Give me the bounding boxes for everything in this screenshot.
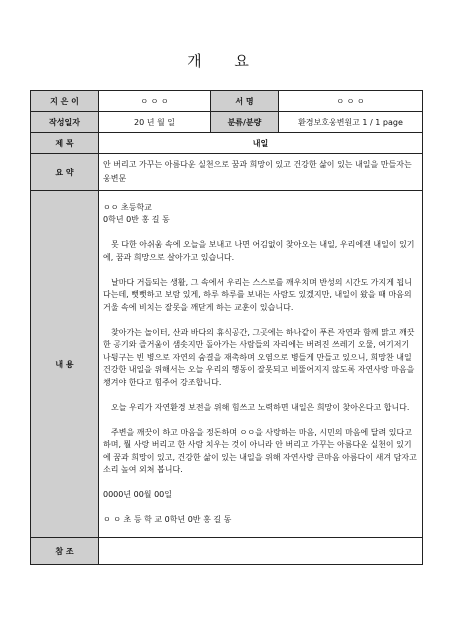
author-row <box>31 91 423 112</box>
reference-value <box>99 538 423 565</box>
subject-row <box>31 133 423 154</box>
page-title: 개 요 <box>187 52 263 70</box>
paragraph-1: 못 다한 아쉬움 속에 오늘을 보내고 나면 어김없이 찾아오는 내일, 우리에겐 내일이 있기에, 꿈과 희망으로 살아가고 있습니다. <box>103 240 415 262</box>
reference-label: 참 조 <box>31 538 99 565</box>
paragraph-4: 오늘 우리가 자연환경 보전을 위해 힘쓰고 노력하면 내일은 희망이 찾아온다고 합니다. <box>111 402 410 412</box>
subject-label: 제 목 <box>31 133 99 154</box>
content-label: 내 용 <box>31 191 99 538</box>
date-value: 20 년 월 일 <box>99 112 211 133</box>
date-line: 0000년 00월 00일 <box>103 490 172 499</box>
category-value: 환경보호웅변원고 1 / 1 page <box>279 112 423 133</box>
student-line: 0학년 0반 홍 길 동 <box>103 215 170 224</box>
paragraph-2: 날마다 거듭되는 생활, 그 속에서 우리는 스스로를 깨우치며 반성의 시간도 가지게 됩니다는데, 뻣뻣하고 보람 있게, 하루 하루를 보내는 사람도 있겠지만, 내일이 왔을 때 마음의 거울 속에 비치는 잘못을 깨닫게 하는 교훈이 있습니다. <box>103 277 412 312</box>
summary-value: 안 버리고 가꾸는 아름다운 실천으로 꿈과 희망이 있고 건강한 삶이 있는 내일을 만들자는 웅변문 <box>99 154 423 191</box>
signoff-line: ㅇ ㅇ 초 등 학 교 0학년 0반 홍 길 동 <box>103 515 232 524</box>
content-row <box>31 191 423 538</box>
category-label: 분류/분량 <box>211 112 279 133</box>
author-label: 지 은 이 <box>31 91 99 112</box>
content-body <box>99 191 423 538</box>
author-value: ㅇ ㅇ ㅇ <box>99 91 211 112</box>
paragraph-5: 주변을 깨끗이 하고 마음을 정돈하며 ㅇㅇ을 사랑하는 마음, 시민의 마음에 달려 있다고 하며, 뭘 사랑 버리고 한 사람 치우는 것이 아니라 안 버리고 가꾸는 아름다운 실천이 있기에 꿈과 희망이 있고, 건강한 삶이 있는 내일을 위해 자연사랑 큰마음 아름다이 새겨 담자고 소리 높여 외쳐 봅니다. <box>103 427 417 474</box>
summary-row <box>31 154 423 191</box>
signature-value: ㅇ ㅇ ㅇ <box>279 91 423 112</box>
reference-row <box>31 538 423 565</box>
summary-label: 요 약 <box>31 154 99 191</box>
paragraph-3: 찾아가는 놀이터, 산과 바다의 휴식공간, 그곳에는 하나같이 푸른 자연과 함께 맑고 깨끗한 공기와 즐거움이 샘솟지만 돌아가는 사람들의 자리에는 버려진 쓰레기 오물, 여기저기 나뒹구는 빈 병으로 자연의 숨결을 재촉하며 오염으로 병들게 만들고 있으니, 희망찬 내일 건강한 내일을 위해서는 오늘 우리의 행동이 잘못되고 비뚤어지지 않도록 자연사랑 마음을 챙겨야 한다고 힘주어 강조합니다. <box>103 327 415 387</box>
date-row <box>31 112 423 133</box>
overview-form <box>30 90 423 565</box>
school-line: ㅇㅇ 초등학교 <box>103 202 152 212</box>
subject-value: 내일 <box>99 133 423 154</box>
date-label: 작성일자 <box>31 112 99 133</box>
signature-label: 서 명 <box>211 91 279 112</box>
